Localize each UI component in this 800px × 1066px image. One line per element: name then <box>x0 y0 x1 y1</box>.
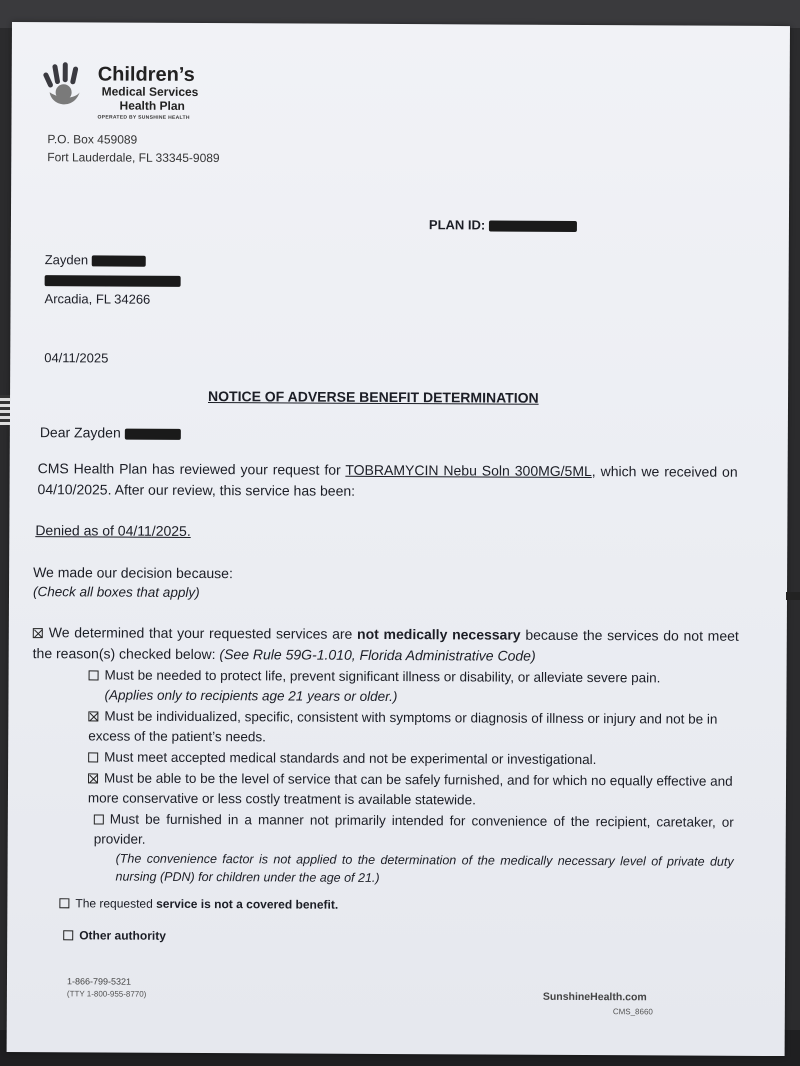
recipient-city-line: Arcadia, FL 34266 <box>44 291 151 307</box>
criterion-1-note: (Applies only to recipients age 21 years or older.) <box>104 687 398 705</box>
requested-drug: TOBRAMYCIN Nebu Soln 300MG/5ML <box>345 461 592 480</box>
main-reason-text-2: because the services do not meet the reason(s) checked below: <box>32 626 739 663</box>
main-reason-bold: not medically necessary <box>357 625 521 643</box>
footer-form-code: CMS_8660 <box>612 1007 653 1017</box>
criterion-4-text: Must be able to be the level of service that can be safely furnished, and for which no equally effective and more conservative or less costly treatment is available statewide. <box>87 770 733 808</box>
criterion-3-text: Must meet accepted medical standards and not be experimental or investigational. <box>104 749 597 768</box>
criterion-5-text: Must be furnished in a manner not primarily intended for convenience of the recipient, caretaker, or provider. <box>93 811 734 847</box>
other-authority-label: Other authority <box>79 928 166 943</box>
criterion-4 <box>88 768 738 811</box>
logo-line-3: Health Plan <box>119 98 185 113</box>
logo-line-2: Medical Services <box>101 84 199 99</box>
plan-id <box>429 217 577 233</box>
notice-title: NOTICE OF ADVERSE BENEFIT DETERMINATION <box>208 388 539 406</box>
plan-id-label: PLAN ID: <box>428 217 486 233</box>
right-edge-mark <box>786 592 800 600</box>
criterion-2-text: Must be individualized, specific, consistent with symptoms or diagnosis of illness or injury and not be in excess of the patient’s needs. <box>88 708 718 745</box>
criterion-2 <box>88 706 738 749</box>
logo-tagline: OPERATED BY SUNSHINE HEALTH <box>97 114 190 121</box>
criterion-5-note: (The convenience factor is not applied to the determination of the medically necessary level of private duty nursing (PDN) for children under the age of 21.) <box>115 851 734 885</box>
recipient-first-name: Zayden <box>44 252 89 268</box>
letter-page <box>7 22 790 1056</box>
return-address-line-1: P.O. Box 459089 <box>47 132 138 147</box>
other-authority-checkbox <box>63 930 73 940</box>
not-covered-bold: service is not a covered benefit. <box>156 896 339 912</box>
criterion-3 <box>88 747 738 770</box>
main-reason-text-1: We determined that your requested services are <box>48 624 353 642</box>
not-covered-text: The requested <box>75 896 153 911</box>
criterion-5-checkbox <box>94 814 104 824</box>
letter-date: 04/11/2025 <box>44 350 109 366</box>
main-reason-checkbox <box>33 628 43 638</box>
not-covered-checkbox <box>59 898 69 908</box>
criterion-2-checkbox <box>88 711 98 721</box>
footer-tty: (TTY 1-800-955-8770) <box>66 989 147 999</box>
recipient-name <box>45 252 146 268</box>
criterion-1 <box>88 665 738 708</box>
decision-hint: (Check all boxes that apply) <box>32 584 200 600</box>
intro-text-2: , which we received on 04/10/2025. After our review, this service has been: <box>37 463 738 499</box>
other-authority <box>63 928 166 943</box>
intro-text-1: CMS Health Plan has reviewed your request for <box>37 460 341 478</box>
criterion-3-checkbox <box>88 752 98 762</box>
decision-intro: We made our decision because: <box>33 564 233 582</box>
recipient-last-name-redaction <box>92 255 146 266</box>
footer-phone: 1-866-799-5321 <box>66 976 132 987</box>
intro-paragraph <box>37 458 737 504</box>
salutation <box>40 424 181 441</box>
main-reason-rule: (See Rule 59G-1.010, Florida Administrative Code) <box>219 646 536 664</box>
main-reason <box>33 622 739 668</box>
return-address-line-2: Fort Lauderdale, FL 33345-9089 <box>47 150 220 166</box>
salutation-redaction <box>125 428 181 439</box>
left-edge-mark <box>0 395 10 425</box>
plan-id-redaction <box>489 221 577 232</box>
footer-website: SunshineHealth.com <box>542 990 647 1004</box>
salutation-text: Dear Zayden <box>39 424 121 441</box>
criterion-4-checkbox <box>88 773 98 783</box>
criterion-1-checkbox <box>89 670 99 680</box>
denied-status: Denied as of 04/11/2025. <box>35 522 191 539</box>
hand-logo-icon <box>40 58 88 110</box>
criterion-1-text: Must be needed to protect life, prevent significant illness or disability, or alleviate severe pain. <box>104 667 661 686</box>
recipient-street-redaction <box>45 272 181 291</box>
not-covered <box>59 896 338 911</box>
logo-line-1: Children’s <box>97 63 195 86</box>
criterion-5 <box>93 809 733 888</box>
